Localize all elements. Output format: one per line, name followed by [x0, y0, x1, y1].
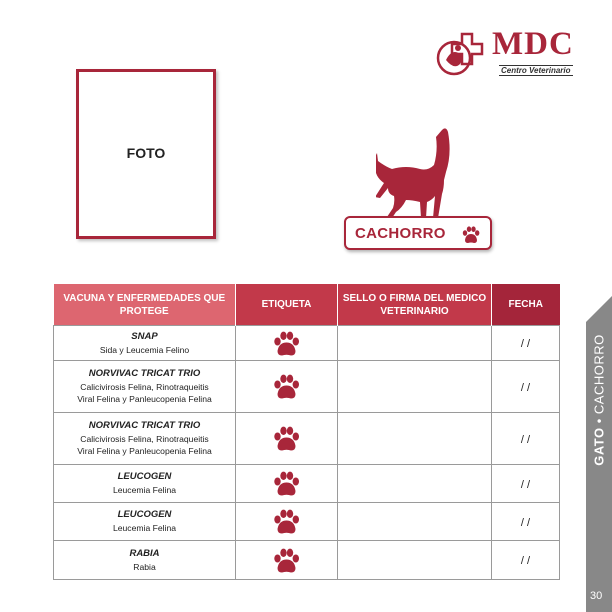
signature-cell[interactable]	[338, 361, 492, 413]
date-placeholder: / /	[520, 516, 531, 529]
disease-line: Viral Felina y Panleucopenia Felina	[77, 446, 212, 456]
table-row	[54, 361, 560, 413]
label-cell[interactable]	[236, 413, 338, 465]
stage-badge-label: CACHORRO	[355, 224, 446, 242]
disease-line: Rabia	[133, 561, 156, 572]
logo-title: MDC	[492, 26, 574, 62]
table-row	[54, 541, 560, 580]
vaccine-name: NORVIVAC TRICAT TRIO	[88, 420, 201, 431]
logo-cross-icon	[436, 30, 492, 80]
vaccine-name: LEUCOGEN	[117, 509, 172, 520]
table-header-row	[54, 284, 560, 326]
header-vaccine: VACUNA Y ENFERMEDADES QUE PROTEGE	[54, 284, 236, 326]
paw-icon	[273, 426, 300, 451]
date-cell[interactable]	[492, 326, 560, 361]
page-number: 30	[590, 590, 603, 602]
paw-icon	[462, 226, 480, 243]
date-placeholder: / /	[520, 478, 531, 491]
vaccine-name: RABIA	[129, 547, 160, 559]
paw-icon	[273, 471, 300, 496]
label-cell[interactable]	[236, 361, 338, 413]
logo-subtitle: Centro Veterinario	[501, 66, 571, 75]
disease-line: Calicivirosis Felina, Rinotraqueitis	[80, 434, 209, 444]
paw-icon	[273, 509, 300, 534]
label-cell[interactable]	[236, 465, 338, 503]
photo-frame	[76, 69, 216, 239]
paw-icon	[273, 331, 300, 356]
vaccine-cell	[54, 465, 236, 503]
vaccination-table	[53, 284, 560, 580]
disease-line: Leucemia Felina	[112, 523, 177, 533]
vaccine-name: SNAP	[131, 330, 158, 342]
signature-cell[interactable]	[338, 503, 492, 541]
table-row	[54, 326, 560, 361]
side-tab-separator: •	[591, 418, 607, 424]
signature-cell[interactable]	[338, 413, 492, 465]
disease-line: Sida y Leucemia Felino	[99, 344, 190, 355]
label-cell[interactable]	[236, 541, 338, 580]
table-row	[54, 503, 560, 541]
cat-silhouette-icon	[376, 126, 464, 218]
date-placeholder: / /	[520, 555, 531, 567]
paw-icon	[273, 548, 300, 573]
vaccine-cell	[54, 326, 236, 361]
date-cell[interactable]	[492, 503, 560, 541]
disease-line: Leucemia Felina	[112, 485, 177, 495]
header-date: FECHA	[492, 284, 560, 326]
photo-label: FOTO	[126, 145, 166, 161]
date-cell[interactable]	[492, 361, 560, 413]
side-tab-stage: CACHORRO	[591, 334, 607, 415]
table-row	[54, 413, 560, 465]
signature-cell[interactable]	[338, 465, 492, 503]
paw-icon	[273, 374, 300, 399]
vaccine-cell	[54, 413, 236, 465]
date-cell[interactable]	[492, 465, 560, 503]
signature-cell[interactable]	[338, 326, 492, 361]
vaccine-name: NORVIVAC TRICAT TRIO	[88, 368, 201, 379]
date-cell[interactable]	[492, 413, 560, 465]
vaccine-cell	[54, 361, 236, 413]
date-placeholder: / /	[520, 433, 531, 446]
vaccine-name: LEUCOGEN	[117, 471, 172, 482]
vaccine-cell	[54, 503, 236, 541]
signature-cell[interactable]	[338, 541, 492, 580]
vaccine-cell	[54, 541, 236, 580]
label-cell[interactable]	[236, 326, 338, 361]
date-placeholder: / /	[520, 338, 531, 350]
logo	[436, 26, 576, 80]
date-placeholder: / /	[520, 381, 531, 394]
header-label: ETIQUETA	[236, 284, 338, 326]
side-tab-label	[592, 334, 607, 466]
table-row	[54, 465, 560, 503]
disease-line: Viral Felina y Panleucopenia Felina	[77, 394, 212, 404]
date-cell[interactable]	[492, 541, 560, 580]
stage-badge	[344, 216, 492, 250]
side-tab-species: GATO	[591, 427, 607, 466]
header-signature: SELLO O FIRMA DEL MEDICO VETERINARIO	[338, 284, 492, 326]
disease-line: Calicivirosis Felina, Rinotraqueitis	[80, 382, 209, 392]
label-cell[interactable]	[236, 503, 338, 541]
